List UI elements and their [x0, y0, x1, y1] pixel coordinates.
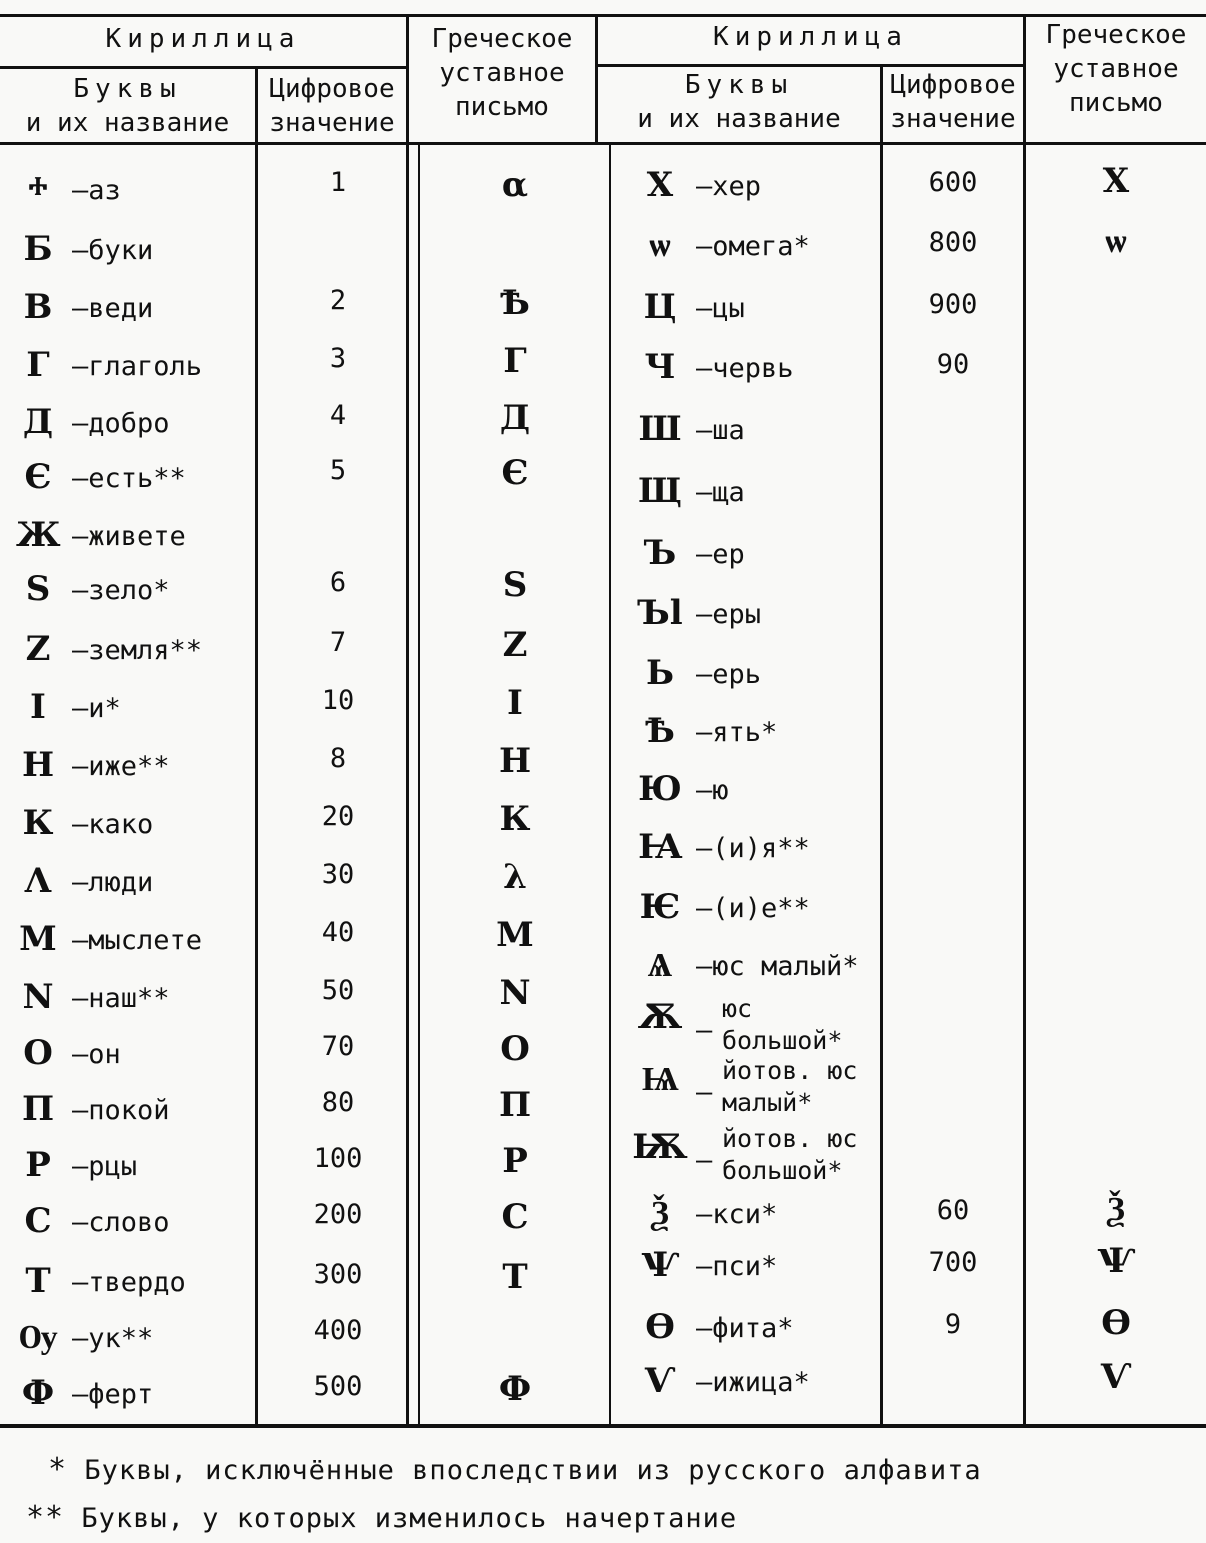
- cyrillic-letter: Ѩ: [641, 1059, 679, 1099]
- letter-name: –ща: [696, 477, 745, 508]
- numeric-header-right: [883, 68, 1023, 136]
- greek-letter: Ѯ: [1107, 1189, 1125, 1229]
- cyrillic-letter: Ж: [16, 515, 61, 555]
- greek-header-line3: письмо: [455, 92, 549, 122]
- greek-header-line3: письмо: [1069, 88, 1163, 118]
- cyrillic-letter: Ѧ: [647, 945, 673, 985]
- cyrillic-letter: Д: [22, 402, 54, 442]
- greek-header-line1: Греческое: [1045, 20, 1187, 50]
- letter-name: –ша: [696, 415, 745, 446]
- greek-letter: N: [499, 973, 531, 1013]
- greek-letter: Ѵ: [1100, 1357, 1132, 1397]
- numeric-value: 80: [321, 1087, 355, 1118]
- greek-header-line2: уставное: [439, 58, 565, 88]
- cyrillic-letter: Ѫ: [637, 997, 683, 1037]
- cyrillic-letter: Ѕ: [25, 569, 51, 609]
- numeric-value: 800: [928, 227, 978, 258]
- cyrillic-letter: К: [22, 803, 54, 843]
- letter-name: –есть**: [72, 463, 186, 494]
- letter-name: –и*: [72, 693, 121, 724]
- letters-header-line1: Буквы: [684, 70, 794, 100]
- letter-name: –мыслете: [72, 925, 203, 956]
- letter-name: –люди: [72, 867, 154, 898]
- letter-name-line1: юс: [722, 994, 753, 1023]
- cyrillic-letter: Ъl: [637, 593, 683, 633]
- cyrillic-letter: С: [24, 1201, 52, 1241]
- letter-name: –покой: [72, 1095, 170, 1126]
- greek-letter: α: [501, 165, 529, 205]
- letter-name: –юс малый*: [696, 951, 859, 982]
- letter-name-line1: йотов. юс: [722, 1056, 858, 1085]
- letter-name: –земля**: [72, 635, 203, 666]
- letter-name: –добро: [72, 408, 170, 439]
- cyrillic-header-left: Кириллица: [105, 24, 301, 54]
- letter-name-line2: большой*: [722, 1026, 843, 1055]
- numeric-header-line2: значение: [890, 104, 1016, 134]
- letter-name-line2: большой*: [722, 1156, 843, 1185]
- footnote-text: Буквы, исключённые впоследствии из русского алфавита: [84, 1455, 982, 1486]
- cyrillic-letter: Ѹ: [18, 1317, 58, 1357]
- cyrillic-letter: Ζ: [25, 629, 51, 669]
- letter-name: –омега*: [696, 231, 810, 262]
- greek-letter: Х: [1102, 161, 1130, 201]
- cyrillic-letter: Н: [21, 745, 55, 785]
- cyrillic-letter: Λ: [24, 861, 52, 901]
- greek-letter: Н: [498, 741, 532, 781]
- cyrillic-letter: Г: [26, 345, 50, 385]
- cyrillic-letter: Х: [646, 165, 674, 205]
- numeric-value: 90: [936, 349, 970, 380]
- cyrillic-letter: Ѥ: [639, 887, 681, 927]
- letter-name: –еры: [696, 599, 762, 630]
- cyrillic-letter: N: [22, 977, 54, 1017]
- cyrillic-letter: Ъ: [643, 533, 677, 573]
- cyrillic-letter: М: [19, 919, 57, 959]
- cyrillic-letter: Ѭ: [632, 1127, 688, 1167]
- greek-letter: К: [499, 799, 531, 839]
- letter-name: –ю: [696, 775, 729, 806]
- letter-name: –червь: [696, 353, 794, 384]
- cyrillic-letter: Ѱ: [641, 1245, 679, 1285]
- greek-header-line2: уставное: [1053, 54, 1179, 84]
- letters-header-line2: и их название: [637, 104, 841, 134]
- numeric-value: 200: [313, 1199, 363, 1230]
- greek-letter: Р: [502, 1141, 528, 1181]
- cyrillic-letter: Щ: [638, 471, 682, 511]
- col-divider-5: [609, 142, 611, 1428]
- footnote-2: [26, 1500, 737, 1535]
- letter-name-line1: йотов. юс: [722, 1124, 858, 1153]
- footnote-mark: **: [26, 1500, 65, 1535]
- greek-letter: Z: [502, 625, 528, 665]
- numeric-header-line2: значение: [269, 108, 395, 138]
- numeric-value: 8: [329, 743, 347, 774]
- letters-header-line2: и их название: [25, 108, 230, 138]
- letter-name: –он: [72, 1039, 121, 1070]
- letter-name: –(и)е**: [696, 893, 810, 924]
- greek-letter: Г: [503, 341, 527, 381]
- cyrillic-letter: ⰰ: [28, 169, 48, 209]
- greek-letter: І: [507, 683, 523, 723]
- cyrillic-letter: Ѳ: [645, 1307, 675, 1347]
- greek-letter: Ѱ: [1097, 1241, 1135, 1281]
- letter-name: –ферт: [72, 1379, 154, 1410]
- letter-name: –пси*: [696, 1251, 778, 1282]
- letter-name: –твердо: [72, 1267, 186, 1298]
- numeric-value: 30: [321, 859, 355, 890]
- footnote-1: [48, 1452, 982, 1487]
- cyrillic-letter: Ь: [645, 653, 675, 693]
- letter-name: –цы: [696, 293, 745, 324]
- cyrillic-letter: Ѵ: [644, 1361, 676, 1401]
- letter-name: –глаголь: [72, 351, 203, 382]
- greek-letter: λ: [503, 857, 527, 897]
- footnote-text: Буквы, у которых изменилось начертание: [81, 1503, 738, 1534]
- letter-name-dash: –: [696, 1145, 713, 1176]
- cyrillic-letter: Р: [25, 1145, 51, 1185]
- footnote-mark: *: [48, 1452, 68, 1487]
- letter-name: –веди: [72, 293, 154, 324]
- letter-name: –буки: [72, 235, 154, 266]
- letter-name: –слово: [72, 1207, 170, 1238]
- subheader-rule-right: [596, 64, 1026, 67]
- numeric-value: 4: [329, 400, 347, 431]
- greek-letter: Ѕ: [502, 565, 528, 605]
- cyrillic-letter: Ф: [21, 1373, 55, 1413]
- numeric-value: 300: [313, 1259, 363, 1290]
- greek-letter: Ѳ: [1101, 1303, 1131, 1343]
- numeric-header-line1: Цифровое: [269, 74, 395, 104]
- numeric-value: 40: [321, 917, 355, 948]
- numeric-value: 5: [329, 455, 347, 486]
- numeric-value: 900: [928, 289, 978, 320]
- numeric-value: 70: [321, 1031, 355, 1062]
- numeric-value: 6: [329, 567, 347, 598]
- letter-name: –иже**: [72, 751, 170, 782]
- cyrillic-letter: Є: [24, 457, 52, 497]
- cyrillic-header-right: Кириллица: [713, 22, 908, 52]
- numeric-value: 500: [313, 1371, 363, 1402]
- numeric-value: 3: [329, 343, 347, 374]
- numeric-value: 9: [944, 1309, 962, 1340]
- letter-name-dash: –: [696, 1015, 713, 1046]
- numeric-value: 50: [321, 975, 355, 1006]
- numeric-value: 7: [329, 627, 347, 658]
- letter-name: –ижица*: [696, 1367, 810, 1398]
- letter-name: –ять*: [696, 717, 778, 748]
- letter-name-line2: малый*: [722, 1088, 813, 1117]
- numeric-value: 60: [936, 1195, 970, 1226]
- subheader-rule-left: [0, 66, 408, 69]
- cyrillic-letter: Ꙗ: [638, 827, 682, 867]
- cyrillic-letter: Ш: [638, 409, 682, 449]
- greek-letter: Т: [502, 1257, 528, 1297]
- greek-letter: Ф: [498, 1369, 532, 1409]
- letters-header-right: [598, 68, 880, 136]
- cyrillic-letter: Т: [25, 1261, 51, 1301]
- letter-name: –наш**: [72, 983, 170, 1014]
- letter-name: –фита*: [696, 1313, 794, 1344]
- numeric-value: 2: [329, 285, 347, 316]
- numeric-value: 1: [329, 167, 347, 198]
- numeric-value: 600: [928, 167, 978, 198]
- numeric-value: 700: [928, 1247, 978, 1278]
- greek-letter: М: [496, 915, 534, 955]
- numeric-value: 10: [321, 685, 355, 716]
- cyrillic-letter: Ч: [644, 347, 676, 387]
- cyrillic-letter: О: [23, 1033, 53, 1073]
- cyrillic-letter: І: [30, 687, 46, 727]
- cyrillic-letter: Ю: [638, 769, 682, 809]
- cyrillic-letter: Ц: [643, 287, 677, 327]
- greek-letter: О: [500, 1029, 530, 1069]
- cyrillic-letter: Ѣ: [645, 711, 675, 751]
- numeric-value: 400: [313, 1315, 363, 1346]
- greek-letter: Д: [499, 398, 531, 438]
- letter-name: –ук**: [72, 1323, 154, 1354]
- letters-header-line1: Буквы: [73, 74, 182, 104]
- greek-letter: С: [501, 1197, 529, 1237]
- greek-letter: Є: [501, 453, 529, 493]
- letters-header-left: [0, 72, 255, 140]
- letter-name-dash: –: [696, 1077, 713, 1108]
- greek-letter: Ѣ: [500, 283, 530, 323]
- letter-name: –кси*: [696, 1199, 778, 1230]
- letter-name: –(и)я**: [696, 833, 810, 864]
- cyrillic-letter: Б: [23, 229, 53, 269]
- cyrillic-letter: П: [21, 1089, 55, 1129]
- letter-name: –аз: [72, 175, 121, 206]
- numeric-header-line1: Цифровое: [890, 70, 1016, 100]
- numeric-value: 20: [321, 801, 355, 832]
- cyrillic-letter: ѡ: [649, 225, 671, 265]
- letter-name: –живете: [72, 521, 186, 552]
- letter-name: –хер: [696, 171, 762, 202]
- greek-header-right: [1026, 18, 1206, 120]
- greek-header-left: [409, 22, 595, 124]
- greek-letter: ѡ: [1105, 221, 1127, 261]
- cyrillic-letter: В: [23, 287, 53, 327]
- greek-header-line1: Греческое: [431, 24, 573, 54]
- col-divider-3: [418, 142, 420, 1428]
- numeric-header-left: [258, 72, 406, 140]
- letter-name: –како: [72, 809, 154, 840]
- cyrillic-letter: Ѯ: [651, 1193, 669, 1233]
- letter-name: –ер: [696, 539, 745, 570]
- letter-name: –рцы: [72, 1151, 138, 1182]
- letter-name: –ерь: [696, 659, 762, 690]
- letter-name: –зело*: [72, 575, 170, 606]
- greek-letter: П: [498, 1085, 532, 1125]
- numeric-value: 100: [313, 1143, 363, 1174]
